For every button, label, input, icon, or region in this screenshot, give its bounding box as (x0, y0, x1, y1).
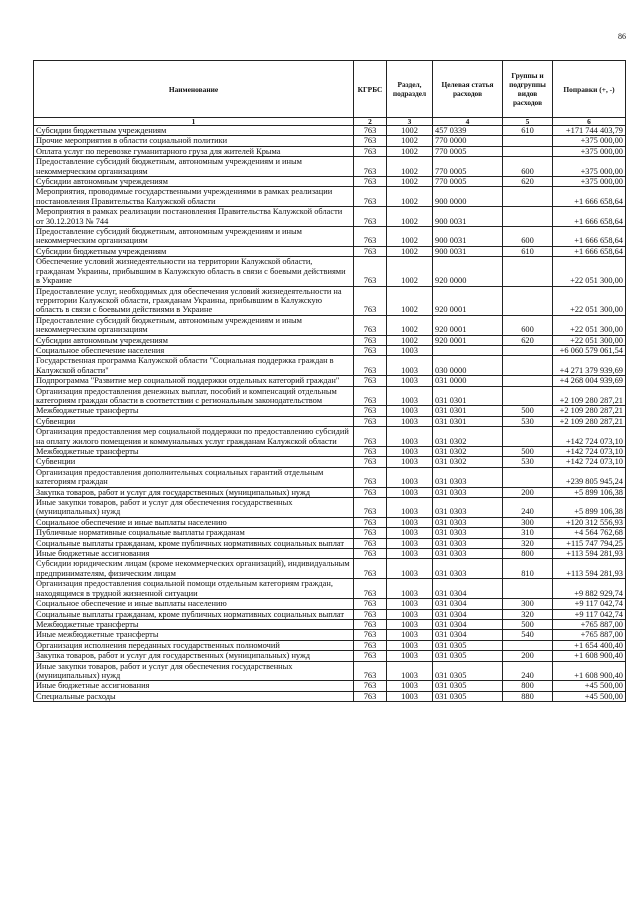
row-section: 1003 (387, 457, 433, 467)
row-section: 1002 (387, 157, 433, 177)
row-kgrbs: 763 (354, 447, 387, 457)
row-section: 1003 (387, 467, 433, 487)
row-section: 1002 (387, 146, 433, 156)
row-target-article: 031 0303 (433, 487, 503, 497)
row-target-article: 031 0305 (433, 661, 503, 681)
row-section: 1002 (387, 136, 433, 146)
row-expense-group: 800 (503, 681, 553, 691)
row-target-article: 770 0005 (433, 146, 503, 156)
row-kgrbs: 763 (354, 487, 387, 497)
row-amendment-amount: +1 666 658,64 (553, 187, 626, 207)
row-amendment-amount: +142 724 073,10 (553, 427, 626, 447)
row-expense-group: 500 (503, 406, 553, 416)
row-kgrbs: 763 (354, 538, 387, 548)
row-expense-group (503, 286, 553, 315)
row-target-article: 900 0031 (433, 246, 503, 256)
row-target-article: 031 0305 (433, 640, 503, 650)
table-row (34, 257, 626, 286)
table-row (34, 406, 626, 416)
row-section: 1003 (387, 416, 433, 426)
row-name: Иные бюджетные ассигнования (34, 681, 354, 691)
row-amendment-amount: +1 666 658,64 (553, 246, 626, 256)
row-kgrbs: 763 (354, 146, 387, 156)
row-kgrbs: 763 (354, 126, 387, 136)
table-row (34, 286, 626, 315)
row-kgrbs: 763 (354, 227, 387, 247)
row-target-article: 031 0303 (433, 528, 503, 538)
header-groups: Группы и подгруппы видов расходов (503, 61, 553, 118)
row-section: 1003 (387, 487, 433, 497)
row-expense-group: 240 (503, 661, 553, 681)
row-target-article: 031 0303 (433, 498, 503, 518)
row-section: 1003 (387, 619, 433, 629)
row-amendment-amount: +22 051 300,00 (553, 286, 626, 315)
header-name: Наименование (34, 61, 354, 118)
table-row (34, 661, 626, 681)
row-kgrbs: 763 (354, 177, 387, 187)
row-name: Социальное обеспечение и иные выплаты населению (34, 517, 354, 527)
header-kgrbs: КГРБС (354, 61, 387, 118)
row-section: 1002 (387, 126, 433, 136)
row-kgrbs: 763 (354, 528, 387, 538)
row-kgrbs: 763 (354, 386, 387, 406)
row-section: 1002 (387, 335, 433, 345)
header-section: Раздел, подраздел (387, 61, 433, 118)
row-section: 1003 (387, 549, 433, 559)
column-number: 2 (354, 118, 387, 126)
table-row (34, 427, 626, 447)
row-expense-group: 200 (503, 487, 553, 497)
row-name: Организация предоставления мер социальной поддержки по предоставлению субсидий на оплату жилого помещения и коммунальных услуг гражданам Калужской области (34, 427, 354, 447)
row-expense-group (503, 146, 553, 156)
row-expense-group: 500 (503, 447, 553, 457)
row-kgrbs: 763 (354, 549, 387, 559)
table-row (34, 487, 626, 497)
row-target-article: 031 0304 (433, 599, 503, 609)
row-section: 1002 (387, 257, 433, 286)
row-expense-group: 300 (503, 517, 553, 527)
table-row (34, 177, 626, 187)
row-name: Обеспечение условий жизнедеятельности на территории Калужской области, гражданам Украины, прибывшим в Калужскую область в связи с боевыми действиями в Украине (34, 257, 354, 286)
row-amendment-amount: +142 724 073,10 (553, 457, 626, 467)
row-expense-group (503, 345, 553, 355)
row-target-article: 920 0000 (433, 257, 503, 286)
row-name: Организация исполнения переданных государственных полномочий (34, 640, 354, 650)
table-row (34, 345, 626, 355)
row-expense-group (503, 136, 553, 146)
header-row (34, 61, 626, 118)
row-target-article: 900 0031 (433, 207, 503, 227)
row-section: 1002 (387, 207, 433, 227)
row-amendment-amount: +2 109 280 287,21 (553, 386, 626, 406)
row-amendment-amount: +375 000,00 (553, 146, 626, 156)
table-row (34, 619, 626, 629)
row-name: Субвенции (34, 457, 354, 467)
row-expense-group (503, 640, 553, 650)
row-section: 1003 (387, 579, 433, 599)
row-expense-group (503, 356, 553, 376)
row-kgrbs: 763 (354, 315, 387, 335)
row-name: Социальное обеспечение и иные выплаты населению (34, 599, 354, 609)
row-expense-group: 240 (503, 498, 553, 518)
row-section: 1002 (387, 246, 433, 256)
table-body (34, 126, 626, 702)
column-number: 6 (553, 118, 626, 126)
row-expense-group: 610 (503, 126, 553, 136)
row-expense-group (503, 467, 553, 487)
row-amendment-amount: +142 724 073,10 (553, 447, 626, 457)
row-amendment-amount: +5 899 106,38 (553, 487, 626, 497)
row-target-article: 031 0303 (433, 549, 503, 559)
row-kgrbs: 763 (354, 467, 387, 487)
table-row (34, 187, 626, 207)
row-target-article: 031 0305 (433, 651, 503, 661)
table-row (34, 207, 626, 227)
row-name: Закупка товаров, работ и услуг для государственных (муниципальных) нужд (34, 487, 354, 497)
row-name: Предоставление субсидий бюджетным, автономным учреждениям и иным некоммерческим организациям (34, 227, 354, 247)
row-section: 1002 (387, 286, 433, 315)
table-row (34, 386, 626, 406)
row-amendment-amount: +375 000,00 (553, 136, 626, 146)
row-section: 1003 (387, 376, 433, 386)
row-target-article: 031 0301 (433, 416, 503, 426)
row-name: Социальные выплаты гражданам, кроме публичных нормативных социальных выплат (34, 609, 354, 619)
row-section: 1003 (387, 517, 433, 527)
row-name: Межбюджетные трансферты (34, 406, 354, 416)
row-amendment-amount: +120 312 556,93 (553, 517, 626, 527)
table-row (34, 549, 626, 559)
row-kgrbs: 763 (354, 517, 387, 527)
row-amendment-amount: +5 899 106,38 (553, 498, 626, 518)
row-name: Субсидии автономным учреждениям (34, 335, 354, 345)
row-section: 1003 (387, 630, 433, 640)
row-target-article: 920 0001 (433, 286, 503, 315)
table-row (34, 630, 626, 640)
row-expense-group: 320 (503, 538, 553, 548)
column-number: 4 (433, 118, 503, 126)
row-expense-group (503, 207, 553, 227)
row-section: 1003 (387, 691, 433, 701)
table-row (34, 335, 626, 345)
row-name: Предоставление субсидий бюджетным, автономным учреждениям и иным некоммерческим организациям (34, 315, 354, 335)
row-expense-group: 880 (503, 691, 553, 701)
table-row (34, 467, 626, 487)
row-kgrbs: 763 (354, 457, 387, 467)
row-target-article: 031 0305 (433, 681, 503, 691)
row-name: Государственная программа Калужской области "Социальная поддержка граждан в Калужской области" (34, 356, 354, 376)
header-target: Целевая статья расходов (433, 61, 503, 118)
table-row (34, 498, 626, 518)
row-section: 1003 (387, 345, 433, 355)
row-target-article: 031 0000 (433, 376, 503, 386)
table-row (34, 227, 626, 247)
row-amendment-amount: +4 564 762,68 (553, 528, 626, 538)
row-section: 1003 (387, 356, 433, 376)
column-number: 5 (503, 118, 553, 126)
row-expense-group: 320 (503, 609, 553, 619)
row-kgrbs: 763 (354, 335, 387, 345)
row-expense-group (503, 579, 553, 599)
row-expense-group: 600 (503, 227, 553, 247)
row-amendment-amount: +1 666 658,64 (553, 227, 626, 247)
row-section: 1003 (387, 681, 433, 691)
row-name: Предоставление услуг, необходимых для обеспечения условий жизнедеятельности на территории Калужской области, гражданам Украины, прибывшим в Калужскую область в связи с боевыми действиями в Украине (34, 286, 354, 315)
row-kgrbs: 763 (354, 406, 387, 416)
row-amendment-amount: +375 000,00 (553, 157, 626, 177)
row-name: Мероприятия в рамках реализации постановления Правительства Калужской области от 30.12.2013 № 744 (34, 207, 354, 227)
row-target-article: 031 0305 (433, 691, 503, 701)
row-expense-group: 600 (503, 315, 553, 335)
row-target-article: 031 0301 (433, 386, 503, 406)
row-expense-group (503, 187, 553, 207)
row-target-article: 031 0302 (433, 447, 503, 457)
row-kgrbs: 763 (354, 207, 387, 227)
row-kgrbs: 763 (354, 579, 387, 599)
row-section: 1002 (387, 315, 433, 335)
row-target-article: 031 0301 (433, 406, 503, 416)
row-target-article: 770 0005 (433, 157, 503, 177)
row-amendment-amount: +113 594 281,93 (553, 559, 626, 579)
table-row (34, 651, 626, 661)
row-target-article: 031 0304 (433, 579, 503, 599)
row-section: 1003 (387, 406, 433, 416)
row-target-article: 770 0000 (433, 136, 503, 146)
row-section: 1003 (387, 640, 433, 650)
row-expense-group: 530 (503, 416, 553, 426)
row-expense-group: 610 (503, 246, 553, 256)
table-row (34, 376, 626, 386)
row-kgrbs: 763 (354, 246, 387, 256)
table-row (34, 599, 626, 609)
row-target-article: 031 0304 (433, 619, 503, 629)
row-kgrbs: 763 (354, 661, 387, 681)
row-name: Социальные выплаты гражданам, кроме публичных нормативных социальных выплат (34, 538, 354, 548)
table-row (34, 146, 626, 156)
row-name: Публичные нормативные социальные выплаты гражданам (34, 528, 354, 538)
row-kgrbs: 763 (354, 345, 387, 355)
row-name: Социальное обеспечение населения (34, 345, 354, 355)
row-target-article (433, 345, 503, 355)
row-expense-group: 310 (503, 528, 553, 538)
table-row (34, 559, 626, 579)
row-section: 1003 (387, 559, 433, 579)
row-amendment-amount: +1 608 900,40 (553, 661, 626, 681)
row-name: Субсидии бюджетным учреждениям (34, 246, 354, 256)
row-expense-group: 810 (503, 559, 553, 579)
row-amendment-amount: +239 805 945,24 (553, 467, 626, 487)
row-name: Межбюджетные трансферты (34, 447, 354, 457)
row-amendment-amount: +22 051 300,00 (553, 315, 626, 335)
row-amendment-amount: +1 654 400,40 (553, 640, 626, 650)
row-target-article: 031 0303 (433, 538, 503, 548)
table-row (34, 579, 626, 599)
row-kgrbs: 763 (354, 619, 387, 629)
row-name: Организация предоставления дополнительных социальных гарантий отдельным категориям граждан (34, 467, 354, 487)
row-kgrbs: 763 (354, 651, 387, 661)
row-kgrbs: 763 (354, 187, 387, 207)
row-section: 1003 (387, 661, 433, 681)
row-expense-group: 540 (503, 630, 553, 640)
row-kgrbs: 763 (354, 630, 387, 640)
row-amendment-amount: +9 882 929,74 (553, 579, 626, 599)
table-row (34, 538, 626, 548)
row-name: Организация предоставления социальной помощи отдельным категориям граждан, находящимся в трудной жизненной ситуации (34, 579, 354, 599)
row-target-article: 031 0303 (433, 559, 503, 579)
row-kgrbs: 763 (354, 257, 387, 286)
table-row (34, 126, 626, 136)
row-section: 1003 (387, 609, 433, 619)
row-target-article: 031 0303 (433, 517, 503, 527)
row-name: Подпрограмма "Развитие мер социальной поддержки отдельных категорий граждан" (34, 376, 354, 386)
row-target-article: 031 0304 (433, 630, 503, 640)
row-target-article: 031 0302 (433, 427, 503, 447)
row-expense-group: 620 (503, 335, 553, 345)
row-target-article: 900 0000 (433, 187, 503, 207)
table-row (34, 246, 626, 256)
row-expense-group (503, 257, 553, 286)
row-amendment-amount: +115 747 794,25 (553, 538, 626, 548)
header-amendments: Поправки (+, -) (553, 61, 626, 118)
table-row (34, 528, 626, 538)
row-amendment-amount: +765 887,00 (553, 630, 626, 640)
row-amendment-amount: +6 060 579 061,54 (553, 345, 626, 355)
row-kgrbs: 763 (354, 416, 387, 426)
row-section: 1002 (387, 187, 433, 207)
row-section: 1003 (387, 599, 433, 609)
row-amendment-amount: +1 608 900,40 (553, 651, 626, 661)
row-amendment-amount: +22 051 300,00 (553, 335, 626, 345)
column-number-row (34, 118, 626, 126)
row-expense-group: 300 (503, 599, 553, 609)
row-target-article: 031 0302 (433, 457, 503, 467)
table-row (34, 609, 626, 619)
row-kgrbs: 763 (354, 136, 387, 146)
row-amendment-amount: +1 666 658,64 (553, 207, 626, 227)
row-name: Иные бюджетные ассигнования (34, 549, 354, 559)
row-amendment-amount: +113 594 281,93 (553, 549, 626, 559)
row-section: 1003 (387, 528, 433, 538)
row-amendment-amount: +4 271 379 939,69 (553, 356, 626, 376)
row-name: Субсидии юридическим лицам (кроме некоммерческих организаций), индивидуальным предпринимателям, физическим лицам (34, 559, 354, 579)
table-row (34, 356, 626, 376)
row-name: Прочие мероприятия в области социальной политики (34, 136, 354, 146)
row-kgrbs: 763 (354, 498, 387, 518)
row-section: 1003 (387, 498, 433, 518)
row-amendment-amount: +9 117 042,74 (553, 609, 626, 619)
row-kgrbs: 763 (354, 681, 387, 691)
budget-amendments-table (33, 60, 626, 702)
row-kgrbs: 763 (354, 599, 387, 609)
row-amendment-amount: +45 500,00 (553, 681, 626, 691)
row-name: Организация предоставления денежных выплат, пособий и компенсаций отдельным категориям граждан области в соответствии с региональным законодательством (34, 386, 354, 406)
row-section: 1003 (387, 538, 433, 548)
table-row (34, 315, 626, 335)
table-row (34, 457, 626, 467)
row-expense-group: 530 (503, 457, 553, 467)
row-amendment-amount: +22 051 300,00 (553, 257, 626, 286)
row-expense-group (503, 386, 553, 406)
row-expense-group (503, 427, 553, 447)
table-row (34, 691, 626, 701)
row-section: 1002 (387, 227, 433, 247)
row-name: Иные межбюджетные трансферты (34, 630, 354, 640)
row-amendment-amount: +2 109 280 287,21 (553, 416, 626, 426)
table-row (34, 517, 626, 527)
row-kgrbs: 763 (354, 609, 387, 619)
row-name: Оплата услуг по перевозке гуманитарного груза для жителей Крыма (34, 146, 354, 156)
row-kgrbs: 763 (354, 640, 387, 650)
row-target-article: 900 0031 (433, 227, 503, 247)
row-section: 1002 (387, 177, 433, 187)
row-name: Иные закупки товаров, работ и услуг для обеспечения государственных (муниципальных) нужд (34, 498, 354, 518)
row-amendment-amount: +765 887,00 (553, 619, 626, 629)
row-name: Иные закупки товаров, работ и услуг для обеспечения государственных (муниципальных) нужд (34, 661, 354, 681)
row-expense-group: 800 (503, 549, 553, 559)
page-number: 86 (618, 32, 626, 41)
row-target-article: 770 0005 (433, 177, 503, 187)
row-section: 1003 (387, 447, 433, 457)
row-target-article: 031 0304 (433, 609, 503, 619)
row-amendment-amount: +9 117 042,74 (553, 599, 626, 609)
row-kgrbs: 763 (354, 691, 387, 701)
row-kgrbs: 763 (354, 376, 387, 386)
row-kgrbs: 763 (354, 286, 387, 315)
row-amendment-amount: +2 109 280 287,21 (553, 406, 626, 416)
row-target-article: 030 0000 (433, 356, 503, 376)
table-row (34, 157, 626, 177)
row-name: Субсидии автономным учреждениям (34, 177, 354, 187)
row-expense-group: 500 (503, 619, 553, 629)
row-expense-group: 600 (503, 157, 553, 177)
row-section: 1003 (387, 651, 433, 661)
row-kgrbs: 763 (354, 157, 387, 177)
row-amendment-amount: +4 268 004 939,69 (553, 376, 626, 386)
row-expense-group: 620 (503, 177, 553, 187)
column-number: 1 (34, 118, 354, 126)
row-section: 1003 (387, 427, 433, 447)
table-row (34, 640, 626, 650)
row-target-article: 920 0001 (433, 335, 503, 345)
row-kgrbs: 763 (354, 427, 387, 447)
table-row (34, 136, 626, 146)
table-row (34, 681, 626, 691)
row-section: 1003 (387, 386, 433, 406)
row-amendment-amount: +45 500,00 (553, 691, 626, 701)
row-expense-group (503, 376, 553, 386)
row-target-article: 457 0339 (433, 126, 503, 136)
column-number: 3 (387, 118, 433, 126)
row-target-article: 031 0303 (433, 467, 503, 487)
row-name: Субвенции (34, 416, 354, 426)
row-expense-group: 200 (503, 651, 553, 661)
row-target-article: 920 0001 (433, 315, 503, 335)
row-name: Предоставление субсидий бюджетным, автономным учреждениям и иным некоммерческим организациям (34, 157, 354, 177)
row-kgrbs: 763 (354, 559, 387, 579)
row-amendment-amount: +171 744 403,79 (553, 126, 626, 136)
table-row (34, 447, 626, 457)
row-kgrbs: 763 (354, 356, 387, 376)
row-name: Закупка товаров, работ и услуг для государственных (муниципальных) нужд (34, 651, 354, 661)
row-name: Субсидии бюджетным учреждениям (34, 126, 354, 136)
row-name: Специальные расходы (34, 691, 354, 701)
row-name: Мероприятия, проводимые государственными учреждениями в рамках реализации постановления Правительства Калужской области (34, 187, 354, 207)
table-row (34, 416, 626, 426)
row-name: Межбюджетные трансферты (34, 619, 354, 629)
row-amendment-amount: +375 000,00 (553, 177, 626, 187)
